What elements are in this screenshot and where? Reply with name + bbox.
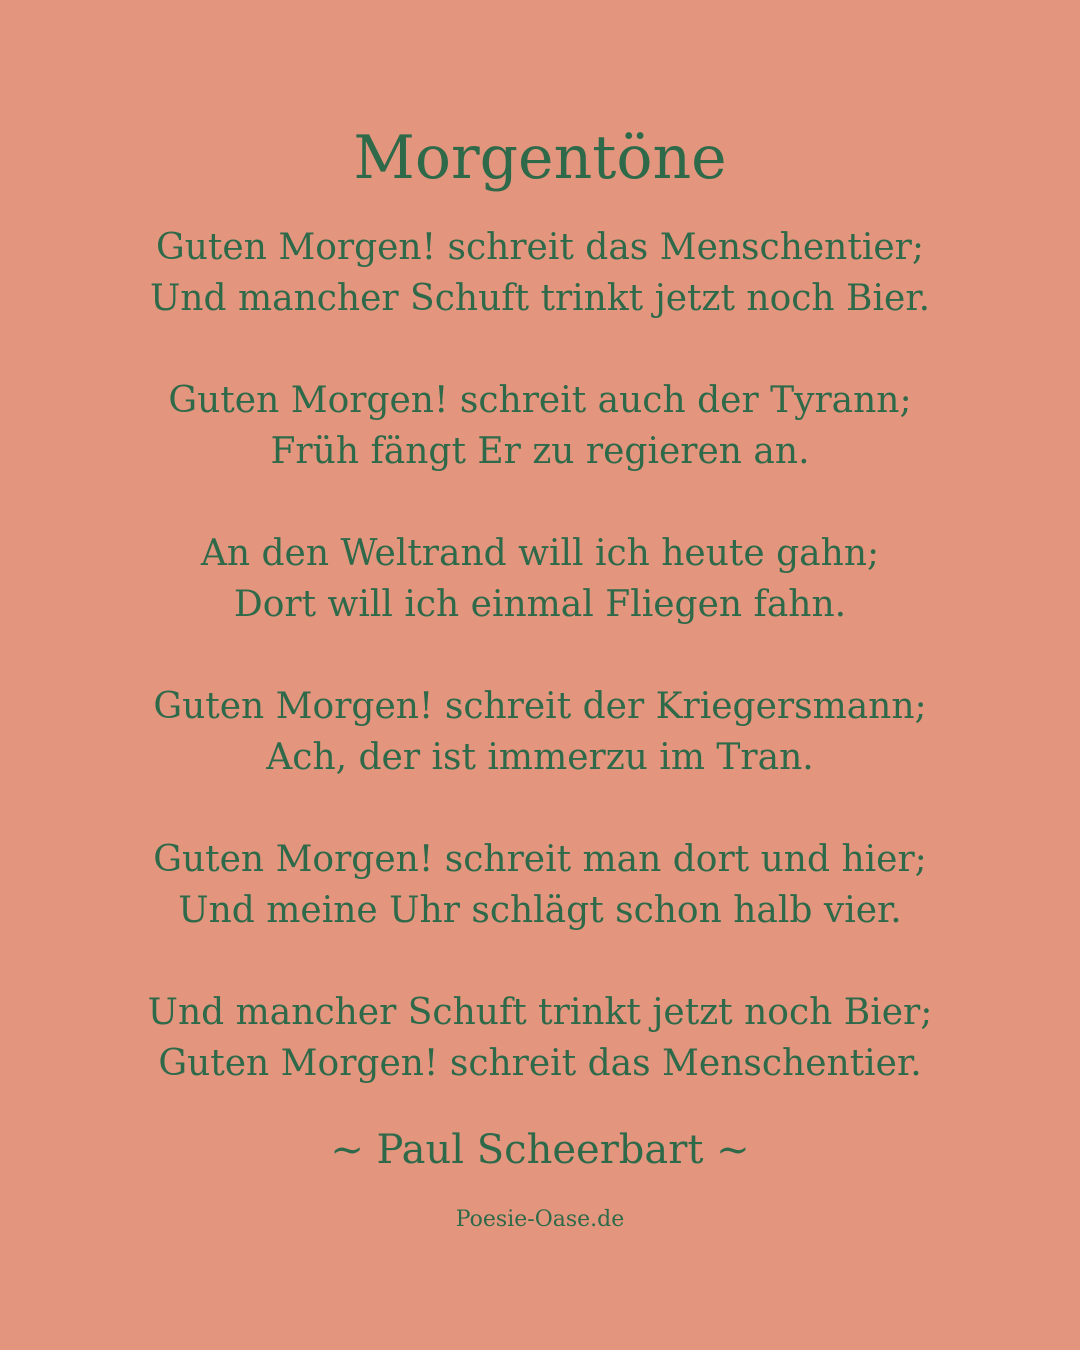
poem-line: An den Weltrand will ich heute gahn; <box>200 533 880 574</box>
poem-stanza-3 <box>0 528 1080 630</box>
poem-stanza-4 <box>0 681 1080 783</box>
poem-stanza-5 <box>0 834 1080 936</box>
poem-line: Und meine Uhr schlägt schon halb vier. <box>178 890 902 931</box>
poem-line: Guten Morgen! schreit das Menschentier; <box>155 227 924 268</box>
poem-line: Guten Morgen! schreit auch der Tyrann; <box>168 380 912 421</box>
poem-line: Früh fängt Er zu regieren an. <box>270 431 810 472</box>
poem-line: Dort will ich einmal Fliegen fahn. <box>233 584 847 625</box>
poem-stanza-2 <box>0 375 1080 477</box>
poem-line: Guten Morgen! schreit das Menschentier. <box>158 1043 922 1084</box>
poem-line: Guten Morgen! schreit der Kriegersmann; <box>153 686 927 727</box>
poem-line: Ach, der ist immerzu im Tran. <box>266 737 814 778</box>
poem-line: Und mancher Schuft trinkt jetzt noch Bier. <box>149 278 931 319</box>
poem-title: Morgentöne <box>353 123 727 193</box>
poem-line: Guten Morgen! schreit man dort und hier; <box>153 839 927 880</box>
source-site: Poesie-Oase.de <box>455 1207 625 1232</box>
poem-line: Und mancher Schuft trinkt jetzt noch Bier; <box>147 992 933 1033</box>
poem-stanza-6 <box>0 987 1080 1089</box>
poem-stanza-1 <box>0 222 1080 324</box>
poem-author: ~ Paul Scheerbart ~ <box>330 1127 750 1173</box>
